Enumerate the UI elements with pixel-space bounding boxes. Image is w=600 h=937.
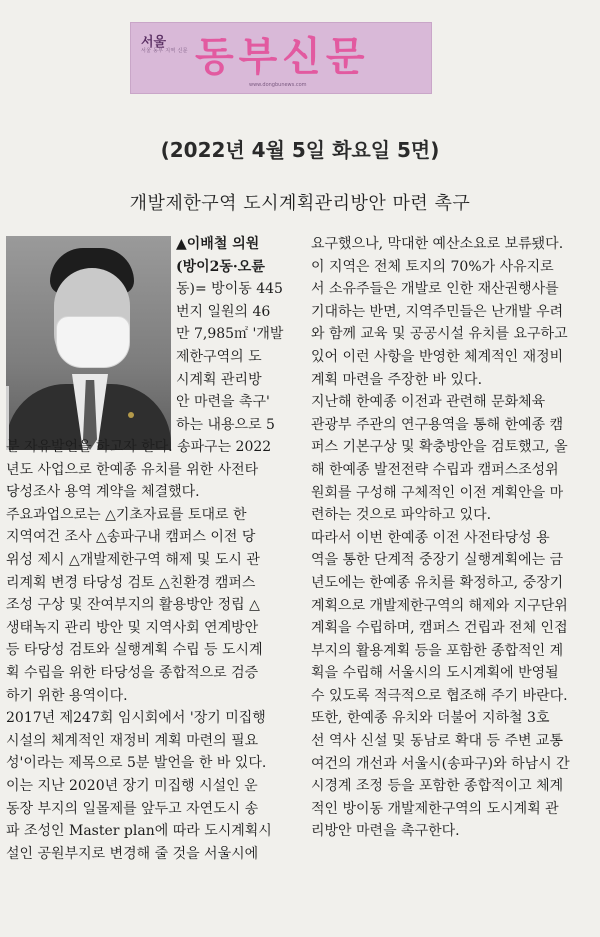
article-line: 원회를 구성해 구체적인 이전 계획안을 마: [311, 484, 564, 501]
article-line: 지역여건 조사 △송파구내 캠퍼스 이전 당: [6, 529, 256, 546]
article-line: 이는 지난 2020년 장기 미집행 시설인 운: [6, 777, 258, 794]
article-column-left-top: [176, 233, 283, 436]
article-line: 분 자유발언을 하고자 한다. 송파구는 2022: [6, 439, 272, 455]
photo-face-mask: [56, 316, 130, 368]
article-line: 있어 이런 사항을 반영한 체계적인 재정비: [311, 348, 564, 365]
article-line: 동장 부지의 일몰제를 앞두고 자연도시 송: [6, 800, 259, 817]
article-line: 시경계 조정 등을 포함한 종합적이고 체계: [311, 778, 564, 795]
article-line: 당성조사 용역 계약을 체결했다.: [6, 484, 200, 501]
article-line: 등 타당성 검토와 실행계획 수립 등 도시계: [6, 642, 263, 659]
article-line: 년도에는 한예종 유치를 확정하고, 중장기: [311, 574, 564, 591]
article-line: 시계획 관리방: [176, 371, 262, 388]
article-line: 퍼스 기본구상 및 확충방안을 검토했고, 올: [311, 439, 568, 456]
article-line: ▲이배철 의원: [176, 236, 260, 252]
article-line: 서 소유주들은 개발로 인한 재산권행사를: [311, 281, 559, 298]
article-line: 하기 위한 용역이다.: [6, 687, 128, 704]
article-line: 요구했으나, 막대한 예산소요로 보류됐다.: [311, 236, 564, 252]
article-line: 리방안 마련을 촉구한다.: [311, 823, 460, 840]
article-line: 기대하는 반면, 지역주민들은 난개발 우려: [311, 303, 564, 320]
photo-lapel-pin: [128, 412, 134, 418]
article-line: 성'이라는 제목으로 5분 발언을 한 바 있다.: [6, 755, 267, 772]
article-line: 설인 공원부지로 변경해 줄 것을 서울시에: [6, 845, 259, 862]
article-line: 하는 내용으로 5: [176, 416, 275, 433]
masthead-title: 동부신문: [195, 34, 370, 80]
article-column-right: [311, 233, 570, 843]
article-line: 위성 제시 △개발제한구역 해제 및 도시 관: [6, 551, 260, 568]
article-line: 계획을 수립하며, 캠퍼스 건립과 전체 인접: [311, 620, 568, 637]
article-line: 따라서 이번 한예종 이전 사전타당성 용: [311, 529, 550, 546]
article-line: 지난해 한예종 이전과 관련해 문화체육: [311, 394, 546, 411]
article-line: 조성 구상 및 잔여부지의 활용방안 정립 △: [6, 597, 260, 614]
article-line: 획을 수립해 서울시의 도시계획에 반영될: [311, 665, 559, 682]
article-line: 계획 마련을 주장한 바 있다.: [311, 371, 483, 388]
article-line: 획 수립을 위한 타당성을 종합적으로 검증: [6, 664, 259, 681]
article-line: 제한구역의 도: [176, 348, 262, 365]
article-line: 안 마련을 촉구': [176, 394, 270, 411]
article-line: 만 7,985㎡ '개발: [176, 326, 284, 343]
article-line: 여건의 개선과 서울시(송파구)와 하남시 간: [311, 755, 570, 772]
publication-dateline: (2022년 4월 5일 화요일 5면): [160, 138, 440, 162]
article-line: 2017년 제247회 임시회에서 '장기 미집행: [6, 710, 266, 727]
article-line: 리계획 변경 타당성 검토 △친환경 캠퍼스: [6, 574, 256, 591]
article-line: 적인 방이동 개발제한구역의 도시계획 관: [311, 800, 559, 817]
article-column-left: [6, 436, 272, 865]
article-line: 해 한예종 발전전략 수립과 캠퍼스조성위: [311, 461, 559, 478]
article-line: 생태녹지 관리 방안 및 지역사회 연계방안: [6, 619, 259, 636]
article-line: 와 함께 교육 및 공공시설 유치를 요구하고: [311, 326, 568, 343]
article-line: 수 있도록 적극적으로 협조해 주기 바란다.: [311, 687, 568, 704]
masthead-logo: [130, 22, 432, 94]
article-line: 동)= 방이동 445: [176, 281, 283, 298]
article-line: 선 역사 신설 및 동남로 확대 등 주변 교통: [311, 733, 563, 750]
masthead-region: 서울: [141, 35, 167, 50]
article-line: 또한, 한예종 유치와 더불어 지하철 3호: [311, 710, 550, 727]
article-headline: 개발제한구역 도시계획관리방안 마련 촉구: [129, 193, 471, 214]
article-line: 이 지역은 전체 토지의 70%가 사유지로: [311, 258, 554, 275]
article-line: 역을 통한 단계적 중장기 실행계획에는 금: [311, 552, 564, 569]
article-line: 시설의 체계적인 재정비 계획 마련의 필요: [6, 732, 259, 749]
masthead-subline: 서울 동부 지역 신문: [141, 48, 188, 54]
article-line: 부지의 활용계획 등을 포함한 종합적인 계: [311, 642, 564, 659]
portrait-photo: [6, 236, 171, 450]
article-line: 련하는 것으로 파악하고 있다.: [311, 507, 492, 524]
article-line: 파 조성인 Master plan에 따라 도시계획시: [6, 823, 272, 840]
article-line: 관광부 주관의 연구용역을 통해 한예종 캠: [311, 416, 564, 433]
article-line: 년도 사업으로 한예종 유치를 위한 사전타: [6, 461, 259, 478]
article-line: 주요과업으로는 △기초자료를 토대로 한: [6, 506, 247, 523]
article-line: 계획으로 개발제한구역의 해제와 지구단위: [311, 597, 568, 614]
masthead-url: www.dongbunews.com: [249, 82, 307, 88]
article-line: (방이2동·오륜: [176, 258, 265, 275]
article-line: 번지 일원의 46: [176, 303, 271, 320]
